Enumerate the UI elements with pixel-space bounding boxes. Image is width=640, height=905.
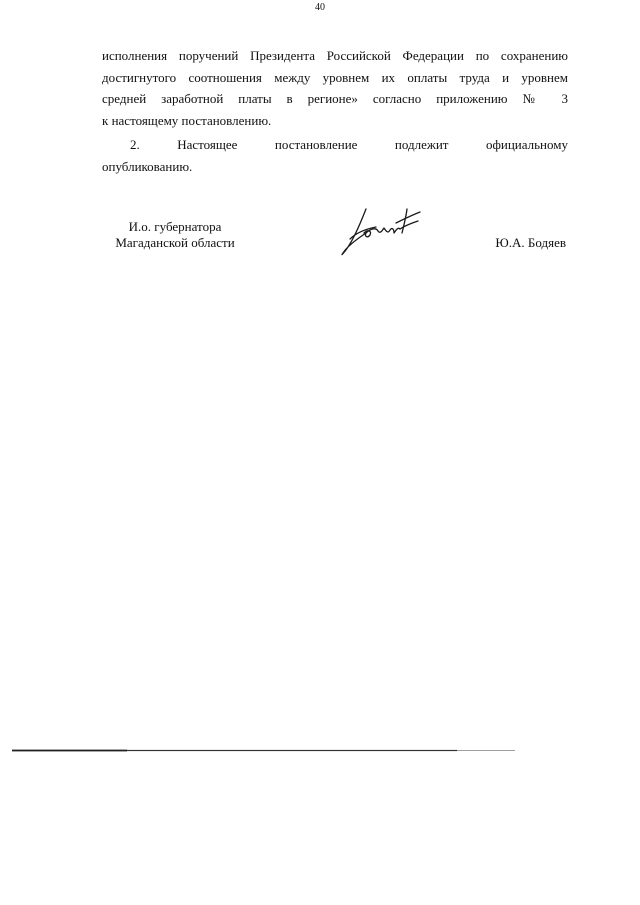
paragraph-1 xyxy=(102,45,568,131)
bottom-rule xyxy=(12,749,515,752)
signatory-name: Ю.А. Бодяев xyxy=(495,235,566,250)
paragraph-1-line-2: достигнутого соотношения между уровнем их оплаты труда и уровнем xyxy=(102,69,568,85)
signatory-title-line-1: И.о. губернатора xyxy=(128,219,222,234)
signatory-title xyxy=(90,219,260,251)
signatory-title-line-2: Магаданской области xyxy=(115,235,235,250)
paragraph-2-line-2: опубликованию. xyxy=(102,158,193,174)
paragraph-1-line-1: исполнения поручений Президента Российской Федерации по сохранению xyxy=(102,48,568,63)
handwritten-signature xyxy=(336,203,422,261)
page-number: 40 xyxy=(315,2,325,13)
paragraph-1-line-4: к настоящему постановлению. xyxy=(102,112,272,128)
paragraph-2-line-1: 2. Настоящее постановление подлежит официальному xyxy=(130,137,568,152)
paragraph-2 xyxy=(102,134,568,177)
paragraph-1-line-3: средней заработной платы в регионе» согласно приложению № 3 xyxy=(102,91,568,106)
